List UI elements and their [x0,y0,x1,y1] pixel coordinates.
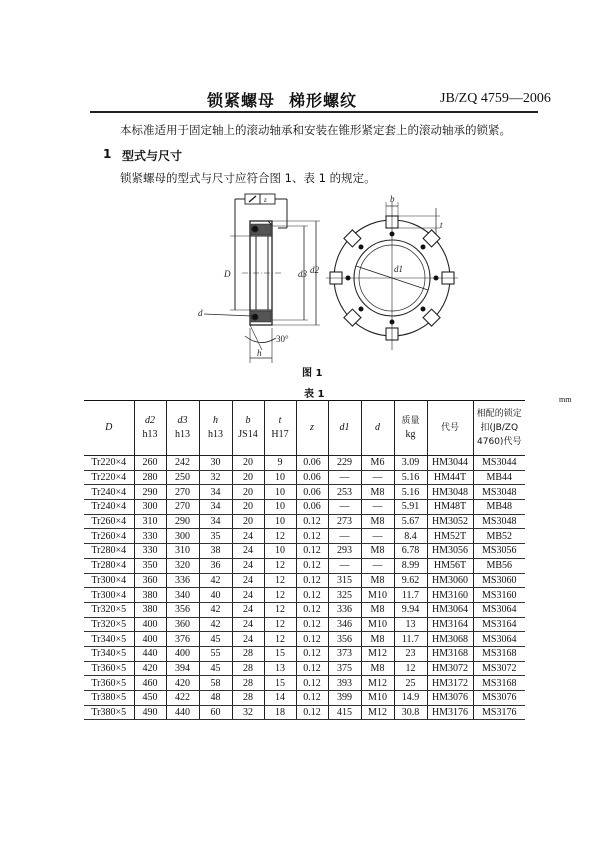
cell-d1: 253 [328,485,361,500]
cell-b: 28 [232,691,264,706]
cell-mass: 6.78 [394,544,427,559]
cell-D: Tr380×5 [84,691,134,706]
cell-code: HM3160 [427,588,473,603]
cell-D: Tr260×4 [84,529,134,544]
cell-d2: 490 [134,705,166,720]
cell-d2: 380 [134,588,166,603]
cell-mass: 9.62 [394,573,427,588]
cell-d: M12 [361,646,394,661]
col-header-mass: 质量 kg [394,401,427,456]
cell-d1: — [328,558,361,573]
table-header-row [84,401,525,456]
standard-number: JB/ZQ 4759—2006 [440,91,551,106]
cell-lock-washer: MS3048 [473,485,525,500]
cell-mass: 25 [394,676,427,691]
cell-mass: 3.09 [394,456,427,471]
cell-z: 0.12 [296,544,328,559]
cell-d3: 422 [166,691,199,706]
cell-lock-washer: MS3064 [473,632,525,647]
label-d1: d1 [394,264,403,274]
cell-d2: 400 [134,617,166,632]
cell-lock-washer: MS3060 [473,573,525,588]
cell-mass: 13 [394,617,427,632]
cell-z: 0.12 [296,514,328,529]
label-h: h [257,348,262,358]
cell-d: M8 [361,514,394,529]
cell-b: 24 [232,573,264,588]
cell-D: Tr320×5 [84,602,134,617]
cell-b: 24 [232,529,264,544]
cell-z: 0.12 [296,705,328,720]
label-t: t [440,220,443,230]
cell-lock-washer: MS3176 [473,705,525,720]
cell-d3: 360 [166,617,199,632]
col-header-lock-washer: 相配的锁定 扣(JB/ZQ 4760)代号 [473,401,525,456]
cell-d2: 290 [134,485,166,500]
cell-code: HM3076 [427,691,473,706]
cell-h: 42 [199,617,232,632]
cell-d: — [361,500,394,515]
cell-h: 32 [199,470,232,485]
cell-D: Tr280×4 [84,544,134,559]
table-row [84,485,525,500]
cell-z: 0.12 [296,661,328,676]
cell-lock-washer: MS3048 [473,514,525,529]
cell-d1: — [328,529,361,544]
cell-d: M10 [361,588,394,603]
cell-d: M6 [361,456,394,471]
cell-lock-washer: MS3168 [473,646,525,661]
table-row [84,514,525,529]
table-row [84,691,525,706]
cell-mass: 9.94 [394,602,427,617]
cell-d3: 270 [166,500,199,515]
col-header-t: t H17 [264,401,296,456]
cell-t: 10 [264,485,296,500]
intro-paragraph: 本标准适用于固定轴上的滚动轴承和安装在锥形紧定套上的滚动轴承的锁紧。 [120,123,511,137]
cell-d3: 300 [166,529,199,544]
cell-mass: 11.7 [394,632,427,647]
cell-t: 12 [264,588,296,603]
cell-D: Tr280×4 [84,558,134,573]
section-title: 型式与尺寸 [122,149,183,163]
label-angle: 30° [276,334,289,344]
label-d2: d2 [310,265,319,275]
cell-t: 12 [264,529,296,544]
cell-lock-washer: MB48 [473,500,525,515]
lock-nut-drawing [190,188,460,368]
cell-d3: 400 [166,646,199,661]
figure-caption: 图 1 [302,368,323,379]
cell-h: 48 [199,691,232,706]
cell-code: HM3068 [427,632,473,647]
cell-d: M8 [361,485,394,500]
table-row [84,588,525,603]
cell-t: 15 [264,676,296,691]
col-header-D: D [84,401,134,456]
cell-t: 18 [264,705,296,720]
cell-d3: 320 [166,558,199,573]
cell-D: Tr300×4 [84,588,134,603]
cell-d2: 330 [134,529,166,544]
cell-z: 0.12 [296,632,328,647]
cell-d: M12 [361,705,394,720]
table-row [84,661,525,676]
cell-code: HM3048 [427,485,473,500]
cell-h: 60 [199,705,232,720]
cell-z: 0.12 [296,573,328,588]
cell-t: 12 [264,558,296,573]
cell-d: M8 [361,632,394,647]
cell-mass: 14.9 [394,691,427,706]
cell-z: 0.06 [296,500,328,515]
cell-code: HM3052 [427,514,473,529]
label-d: d [198,308,203,318]
col-header-d2: d2 h13 [134,401,166,456]
col-header-d: d [361,401,394,456]
document-title [207,88,357,111]
cell-d1: — [328,470,361,485]
col-header-code: 代号 [427,401,473,456]
cell-b: 20 [232,514,264,529]
cell-d2: 260 [134,456,166,471]
cell-D: Tr360×5 [84,676,134,691]
cell-D: Tr360×5 [84,661,134,676]
cell-D: Tr220×4 [84,470,134,485]
cell-b: 24 [232,632,264,647]
cell-b: 32 [232,705,264,720]
table-row [84,500,525,515]
table-row [84,470,525,485]
cell-d: — [361,558,394,573]
cell-h: 45 [199,632,232,647]
col-header-d1: d1 [328,401,361,456]
cell-mass: 5.16 [394,485,427,500]
cell-D: Tr380×5 [84,705,134,720]
cell-t: 10 [264,470,296,485]
cell-t: 12 [264,573,296,588]
table-row [84,705,525,720]
cell-D: Tr240×4 [84,500,134,515]
cell-lock-washer: MS3056 [473,544,525,559]
cell-code: HM3064 [427,602,473,617]
cell-d2: 460 [134,676,166,691]
cell-d1: 346 [328,617,361,632]
cell-b: 24 [232,617,264,632]
cell-d1: 399 [328,691,361,706]
cell-d: M8 [361,573,394,588]
cell-b: 20 [232,456,264,471]
cell-code: HM3172 [427,676,473,691]
cell-d3: 356 [166,602,199,617]
cell-z: 0.12 [296,691,328,706]
cell-d1: 273 [328,514,361,529]
dimension-table [84,400,525,720]
cell-b: 20 [232,485,264,500]
cell-h: 42 [199,573,232,588]
cell-t: 13 [264,661,296,676]
cell-d: — [361,470,394,485]
cell-z: 0.12 [296,558,328,573]
cell-mass: 5.91 [394,500,427,515]
cell-lock-washer: MS3168 [473,676,525,691]
cell-t: 12 [264,617,296,632]
cell-d2: 300 [134,500,166,515]
cell-lock-washer: MB44 [473,470,525,485]
cell-z: 0.12 [296,676,328,691]
cell-d: M10 [361,691,394,706]
cell-mass: 23 [394,646,427,661]
cell-code: HM3176 [427,705,473,720]
cell-d2: 360 [134,573,166,588]
cell-z: 0.06 [296,485,328,500]
cell-b: 28 [232,676,264,691]
cell-lock-washer: MS3072 [473,661,525,676]
label-d3: d3 [298,269,307,279]
cell-z: 0.12 [296,646,328,661]
cell-b: 24 [232,602,264,617]
cell-mass: 11.7 [394,588,427,603]
cell-d: — [361,529,394,544]
table-caption: 表 1 [304,389,325,400]
cell-d1: 229 [328,456,361,471]
header-rule [90,111,538,113]
col-header-h: h h13 [199,401,232,456]
front-view [326,202,458,350]
cell-code: HM3056 [427,544,473,559]
cell-code: HM3164 [427,617,473,632]
cell-d2: 440 [134,646,166,661]
cell-d2: 380 [134,602,166,617]
cell-d2: 280 [134,470,166,485]
cell-t: 10 [264,500,296,515]
cell-z: 0.12 [296,602,328,617]
cell-D: Tr340×5 [84,632,134,647]
cell-code: HM56T [427,558,473,573]
cell-d3: 440 [166,705,199,720]
cell-d: M8 [361,602,394,617]
cell-mass: 8.99 [394,558,427,573]
cell-z: 0.12 [296,588,328,603]
cell-lock-washer: MS3076 [473,691,525,706]
table-row [84,573,525,588]
cell-z: 0.12 [296,617,328,632]
cell-code: HM52T [427,529,473,544]
title-part-2: 梯形螺纹 [289,91,358,110]
cell-b: 28 [232,661,264,676]
cell-d3: 394 [166,661,199,676]
cell-h: 58 [199,676,232,691]
cell-mass: 5.67 [394,514,427,529]
section-paragraph: 锁紧螺母的型式与尺寸应符合图 1、表 1 的规定。 [120,171,376,185]
cell-t: 9 [264,456,296,471]
cell-d3: 250 [166,470,199,485]
label-D: D [224,269,231,279]
cell-h: 55 [199,646,232,661]
cell-h: 34 [199,485,232,500]
cell-h: 34 [199,514,232,529]
table-row [84,632,525,647]
cell-d2: 420 [134,661,166,676]
cell-mass: 30.8 [394,705,427,720]
cell-d1: 325 [328,588,361,603]
col-header-d3: d3 h13 [166,401,199,456]
cell-d1: 336 [328,602,361,617]
col-header-b: b JS14 [232,401,264,456]
table-row [84,646,525,661]
cell-t: 14 [264,691,296,706]
cell-mass: 12 [394,661,427,676]
cell-h: 34 [199,500,232,515]
cell-mass: 5.16 [394,470,427,485]
label-b: b [390,194,395,204]
cell-h: 42 [199,602,232,617]
cell-code: HM3072 [427,661,473,676]
title-part-1: 锁紧螺母 [207,91,276,110]
cell-t: 15 [264,646,296,661]
cell-code: HM3044 [427,456,473,471]
cell-d3: 376 [166,632,199,647]
cell-lock-washer: MS3044 [473,456,525,471]
cell-lock-washer: MB52 [473,529,525,544]
cell-d2: 330 [134,544,166,559]
cell-D: Tr220×4 [84,456,134,471]
cell-d: M10 [361,617,394,632]
cell-t: 12 [264,632,296,647]
cell-d1: 373 [328,646,361,661]
table-unit: mm [559,395,572,404]
cell-d: M12 [361,676,394,691]
cell-h: 35 [199,529,232,544]
cell-D: Tr260×4 [84,514,134,529]
cell-b: 20 [232,470,264,485]
cell-D: Tr300×4 [84,573,134,588]
cell-d1: 415 [328,705,361,720]
table-row [84,602,525,617]
cell-b: 24 [232,558,264,573]
cell-d3: 336 [166,573,199,588]
cell-h: 36 [199,558,232,573]
cell-z: 0.06 [296,456,328,471]
table-row [84,456,525,471]
cell-d3: 242 [166,456,199,471]
cell-t: 10 [264,544,296,559]
svg-text:z: z [264,196,267,204]
cell-h: 30 [199,456,232,471]
cell-d: M8 [361,661,394,676]
cell-z: 0.06 [296,470,328,485]
cell-t: 10 [264,514,296,529]
cell-D: Tr320×5 [84,617,134,632]
cell-h: 45 [199,661,232,676]
cell-d1: 393 [328,676,361,691]
cell-d2: 310 [134,514,166,529]
cell-lock-washer: MS3164 [473,617,525,632]
cell-D: Tr340×5 [84,646,134,661]
col-header-z: z [296,401,328,456]
cell-b: 24 [232,588,264,603]
cell-d1: 293 [328,544,361,559]
cell-b: 24 [232,544,264,559]
cell-d3: 270 [166,485,199,500]
cell-b: 28 [232,646,264,661]
cell-t: 12 [264,602,296,617]
cell-h: 38 [199,544,232,559]
cell-code: HM44T [427,470,473,485]
cell-code: HM3060 [427,573,473,588]
cell-d3: 340 [166,588,199,603]
cell-lock-washer: MB56 [473,558,525,573]
cell-d3: 420 [166,676,199,691]
cell-d3: 310 [166,544,199,559]
cell-d1: 375 [328,661,361,676]
table-row [84,676,525,691]
cell-code: HM3168 [427,646,473,661]
cell-mass: 8.4 [394,529,427,544]
table-row [84,544,525,559]
cell-d: M8 [361,544,394,559]
cell-d1: — [328,500,361,515]
cell-h: 40 [199,588,232,603]
cell-z: 0.12 [296,529,328,544]
cell-lock-washer: MS3160 [473,588,525,603]
table-row [84,558,525,573]
section-number: 1 [103,147,112,161]
cell-lock-washer: MS3064 [473,602,525,617]
table-row [84,529,525,544]
cell-d1: 356 [328,632,361,647]
cell-d2: 450 [134,691,166,706]
cell-b: 20 [232,500,264,515]
cell-d2: 400 [134,632,166,647]
cell-d1: 315 [328,573,361,588]
table-row [84,617,525,632]
cell-d2: 350 [134,558,166,573]
cell-d3: 290 [166,514,199,529]
cell-D: Tr240×4 [84,485,134,500]
cell-code: HM48T [427,500,473,515]
